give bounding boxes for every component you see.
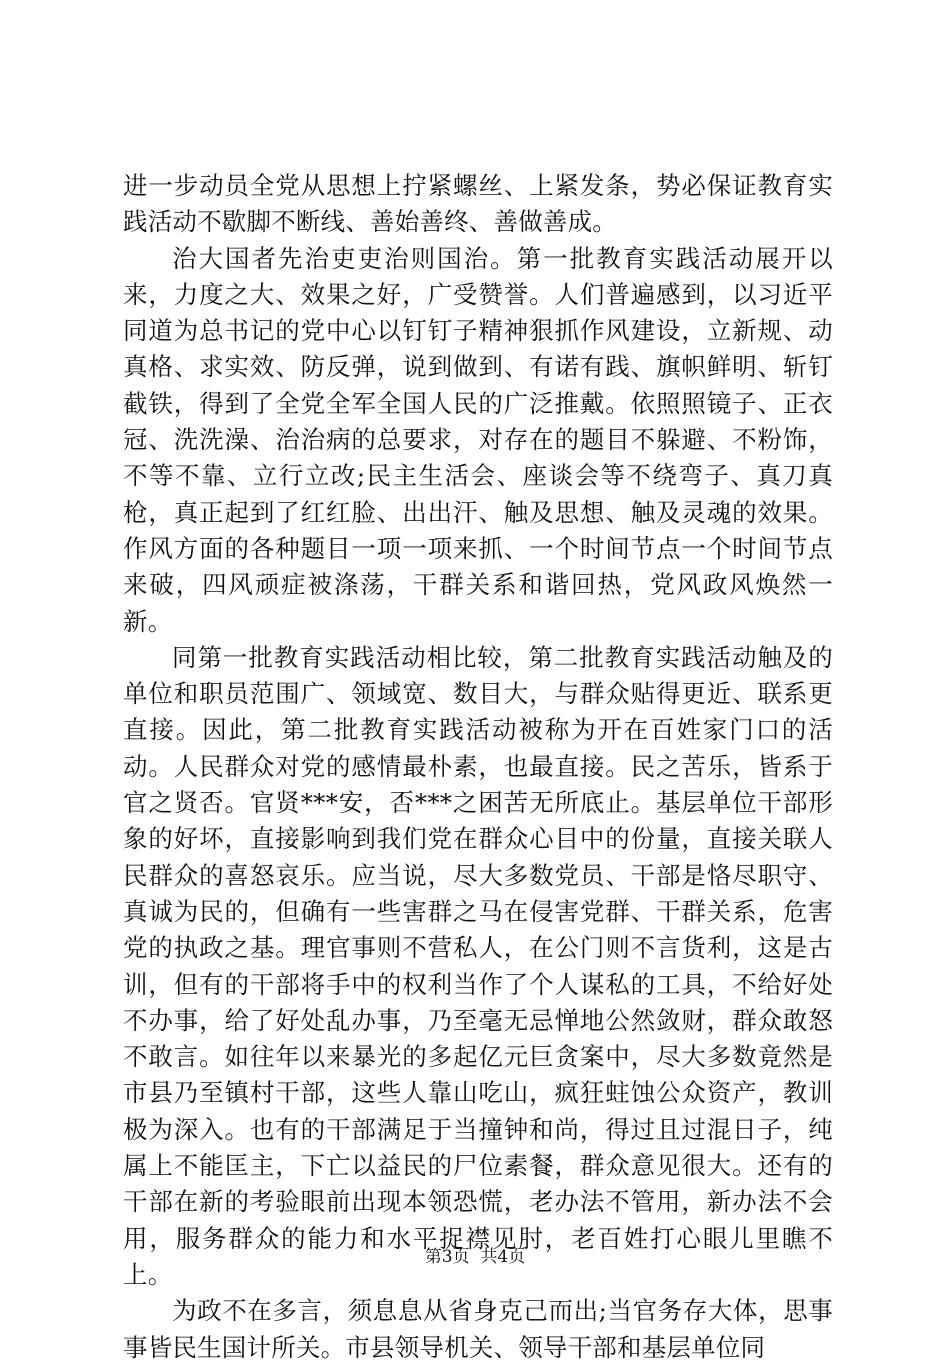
paragraph-3: 同第一批教育实践活动相比较，第二批教育实践活动触及的单位和职员范围广、领域宽、数目大，与群众贴得更近、联系更直接。因此，第二批教育实践活动被称为开在百姓家门口的活动。人民群众对党的感情最朴素，也最直接。民之苦乐，皆系于官之贤否。官贤***安，否***之困苦无所底止。基层单位干部形象的好坏，直接影响到我们党在群众心目中的份量，直接关联人民群众的喜怒哀乐。应当说，尽大多数党员、干部是恪尽职守、真诚为民的，但确有一些害群之马在侵害党群、干群关系，危害党的执政之基。理官事则不营私人，在公门则不言货利，这是古训，但有的干部将手中的权利当作了个人谋私的工具，不给好处不办事，给了好处乱办事，乃至毫无忌惮地公然敛财，群众敢怒不敢言。如往年以来暴光的多起亿元巨贪案中，尽大多数竟然是市县乃至镇村干部，这些人靠山吃山，疯狂蛀蚀公众资产，教训极为深入。也有的干部满足于当撞钟和尚，得过且过混日子，纯属上不能匡主，下亡以益民的尸位素餐，群众意见很大。还有的干部在新的考验眼前出现本领恐慌，老办法不管用，新办法不会用，服务群众的能力和水平捉襟见肘，老百姓打心眼儿里瞧不上。	[123, 642, 833, 1289]
paragraph-2: 治大国者先治吏吏治则国治。第一批教育实践活动展开以来，力度之大、效果之好，广受赞誉。人们普遍感到，以习近平同道为总书记的党中心以钉钉子精神狠抓作风建设，立新规、动真格、求实效、防反弹，说到做到、有诺有践、旗帜鲜明、斩钉截铁，得到了全党全军全国人民的广泛推戴。依照照镜子、正衣冠、洗洗澡、治治病的总要求，对存在的题目不躲避、不粉饰，不等不靠、立行立改;民主生活会、座谈会等不绕弯子、真刀真枪，真正起到了红红脸、出出汗、触及思想、触及灵魂的效果。作风方面的各种题目一项一项来抓、一个时间节点一个时间节点来破，四风顽症被涤荡，干群关系和谐回热，党风政风焕然一新。	[123, 243, 833, 636]
document-body	[123, 168, 833, 1366]
paragraph-4: 为政不在多言，须息息从省身克己而出;当官务存大体，思事事皆民生国计所关。市县领导机关、领导干部和基层单位同	[123, 1296, 833, 1362]
page-number-label: 第3页 共4页	[424, 1247, 526, 1267]
paragraph-1: 进一步动员全党从思想上拧紧螺丝、上紧发条，势必保证教育实践活动不歇脚不断线、善始善终、善做善成。	[123, 171, 833, 237]
page-footer	[0, 1242, 950, 1267]
